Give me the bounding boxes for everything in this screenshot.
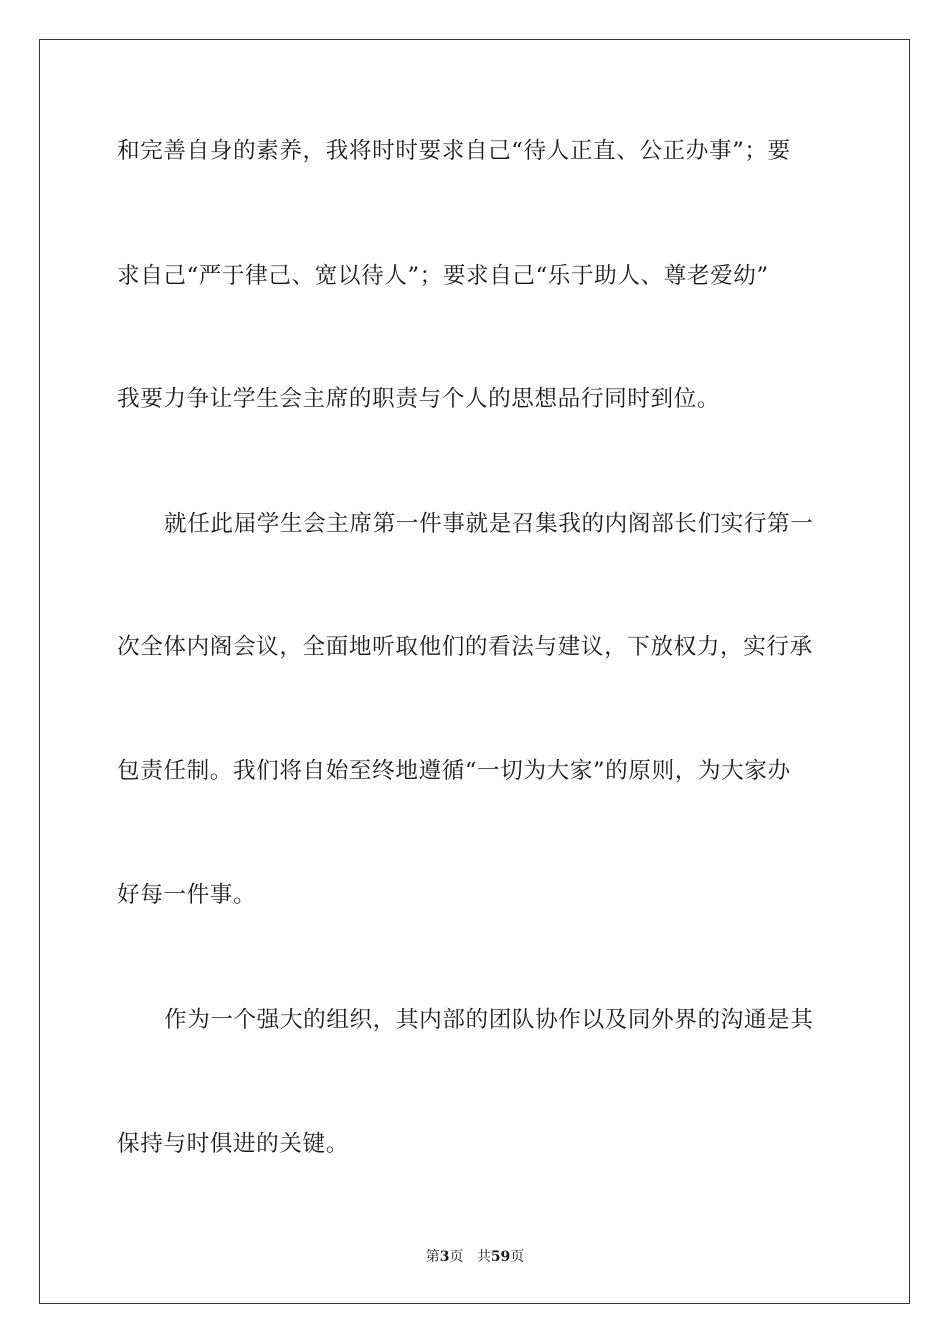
footer-page-number: 3: [439, 1249, 450, 1265]
footer-total-prefix: 共: [476, 1249, 491, 1265]
body-line-1: 和完善自身的素养，我将时时要求自己“待人正直、公正办事”；要: [117, 138, 791, 164]
body-line-6: 包责任制。我们将自始至终地遵循“一切为大家”的原则，为大家办: [117, 758, 791, 784]
body-line-5: 次全体内阁会议，全面地听取他们的看法与建议，下放权力，实行承: [117, 634, 813, 660]
body-line-2: 求自己“严于律己、宽以待人”；要求自己“乐于助人、尊老爱幼”: [117, 263, 769, 289]
page-footer: [0, 1248, 950, 1266]
footer-total-suffix: 页: [510, 1249, 525, 1265]
page-border: [39, 39, 910, 1304]
body-line-8: 作为一个强大的组织，其内部的团队协作以及同外界的沟通是其: [164, 1007, 814, 1033]
body-line-3: 我要力争让学生会主席的职责与个人的思想品行同时到位。: [117, 386, 721, 412]
footer-page-prefix: 第: [425, 1249, 440, 1265]
footer-total-pages: 59: [490, 1249, 511, 1265]
footer-page-suffix: 页: [449, 1249, 464, 1265]
body-line-4: 就任此届学生会主席第一件事就是召集我的内阁部长们实行第一: [164, 511, 814, 537]
body-line-9: 保持与时俱进的关键。: [117, 1131, 349, 1157]
body-line-7: 好每一件事。: [117, 882, 257, 908]
